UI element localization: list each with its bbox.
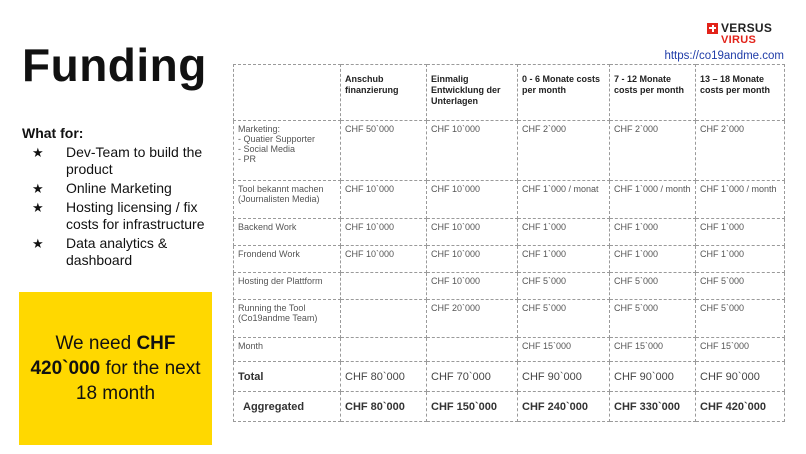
row-label: Month xyxy=(234,338,341,362)
funding-callout xyxy=(19,292,212,445)
table-row xyxy=(234,219,785,246)
table-cell: CHF 150`000 xyxy=(427,392,518,422)
row-label: Tool bekannt machen (Journalisten Media) xyxy=(234,181,341,219)
header-cell xyxy=(234,65,341,121)
swiss-cross-icon xyxy=(707,23,718,34)
row-label: Aggregated xyxy=(234,392,341,422)
table-cell: CHF 20`000 xyxy=(427,300,518,338)
what-for-heading: What for: xyxy=(22,125,84,141)
logo-bottom-text: VIRUS xyxy=(721,34,757,46)
table-cell: CHF 10`000 xyxy=(427,273,518,300)
table-cell: CHF 2`000 xyxy=(610,121,696,181)
website-link[interactable]: https://co19andme.com xyxy=(664,50,784,62)
table-cell: CHF 1`000 / monat xyxy=(518,181,610,219)
table-cell: CHF 50`000 xyxy=(341,121,427,181)
table-cell: CHF 15`000 xyxy=(518,338,610,362)
table-cell xyxy=(427,338,518,362)
table-row xyxy=(234,273,785,300)
aggregated-row xyxy=(234,392,785,422)
table-cell: CHF 10`000 xyxy=(427,246,518,273)
what-for-list xyxy=(32,144,222,271)
star-bullet-icon: ★ xyxy=(32,145,44,160)
header-cell: 13 – 18 Monate costs per month xyxy=(696,65,785,121)
table-cell: CHF 1`000 xyxy=(610,219,696,246)
page-title: Funding xyxy=(22,39,207,91)
table-row xyxy=(234,246,785,273)
marketing-label: Marketing: xyxy=(238,124,281,134)
header-cell: Anschub finanzierung xyxy=(341,65,427,121)
table-header-row xyxy=(234,65,785,121)
table-cell: CHF 90`000 xyxy=(696,362,785,392)
list-item-text: Online Marketing xyxy=(66,180,172,196)
callout-text xyxy=(19,331,212,406)
table-cell: CHF 10`000 xyxy=(427,181,518,219)
row-label: Backend Work xyxy=(234,219,341,246)
table-cell: CHF 5`000 xyxy=(610,273,696,300)
table-cell: CHF 15`000 xyxy=(610,338,696,362)
star-bullet-icon: ★ xyxy=(32,236,44,251)
table-row xyxy=(234,121,785,181)
table-cell: CHF 5`000 xyxy=(518,300,610,338)
header-cell: Einmalig Entwicklung der Unterlagen xyxy=(427,65,518,121)
table-cell: CHF 1`000 xyxy=(696,219,785,246)
table-cell: CHF 2`000 xyxy=(518,121,610,181)
table-cell: CHF 1`000 xyxy=(696,246,785,273)
table-cell: CHF 10`000 xyxy=(341,246,427,273)
star-bullet-icon: ★ xyxy=(32,181,44,196)
list-item-text: Dev-Team to build the product xyxy=(66,144,203,177)
callout-amount: CHF 420`000 xyxy=(30,333,176,379)
marketing-subitem: - PR xyxy=(238,154,256,164)
table-cell: CHF 240`000 xyxy=(518,392,610,422)
table-cell: CHF 15`000 xyxy=(696,338,785,362)
list-item-text: Hosting licensing / fix costs for infrastructure xyxy=(66,199,205,232)
table-cell: CHF 1`000 / month xyxy=(610,181,696,219)
logo-top-text: VERSUS xyxy=(721,21,773,35)
table-cell xyxy=(341,273,427,300)
table-row xyxy=(234,181,785,219)
row-label: Hosting der Plattform xyxy=(234,273,341,300)
star-bullet-icon: ★ xyxy=(32,200,44,215)
table-cell: CHF 80`000 xyxy=(341,392,427,422)
table-cell: CHF 90`000 xyxy=(518,362,610,392)
row-label xyxy=(234,121,341,181)
table-cell: CHF 1`000 xyxy=(518,219,610,246)
row-label: Frondend Work xyxy=(234,246,341,273)
logo-top xyxy=(707,21,785,35)
marketing-subitem: - Social Media xyxy=(238,144,296,154)
table-cell xyxy=(341,300,427,338)
marketing-subitems xyxy=(238,134,336,164)
table-row xyxy=(234,300,785,338)
table-cell: CHF 5`000 xyxy=(696,300,785,338)
table-cell: CHF 10`000 xyxy=(427,121,518,181)
table-cell: CHF 10`000 xyxy=(341,181,427,219)
list-item-text: Data analytics & dashboard xyxy=(66,235,168,268)
list-item xyxy=(32,144,222,178)
row-label: Running the Tool (Co19andme Team) xyxy=(234,300,341,338)
table-cell: CHF 330`000 xyxy=(610,392,696,422)
list-item xyxy=(32,180,222,197)
table-cell: CHF 10`000 xyxy=(427,219,518,246)
funding-table xyxy=(233,64,785,422)
table-cell: CHF 5`000 xyxy=(518,273,610,300)
table-cell: CHF 5`000 xyxy=(610,300,696,338)
table-cell: CHF 70`000 xyxy=(427,362,518,392)
table-cell: CHF 1`000 xyxy=(518,246,610,273)
table-cell: CHF 420`000 xyxy=(696,392,785,422)
table-cell: CHF 10`000 xyxy=(341,219,427,246)
table-cell: CHF 2`000 xyxy=(696,121,785,181)
row-label: Total xyxy=(234,362,341,392)
callout-pre: We need xyxy=(55,333,137,354)
table-cell: CHF 1`000 xyxy=(610,246,696,273)
table-cell xyxy=(341,338,427,362)
table-cell: CHF 90`000 xyxy=(610,362,696,392)
table-cell: CHF 80`000 xyxy=(341,362,427,392)
total-row xyxy=(234,362,785,392)
table-cell: CHF 1`000 / month xyxy=(696,181,785,219)
callout-post: for the next 18 month xyxy=(75,358,201,404)
header-cell: 7 - 12 Monate costs per month xyxy=(610,65,696,121)
versus-virus-logo xyxy=(707,21,785,46)
header-cell: 0 - 6 Monate costs per month xyxy=(518,65,610,121)
marketing-subitem: - Quatier Supporter xyxy=(238,134,316,144)
list-item xyxy=(32,235,222,269)
table-row xyxy=(234,338,785,362)
table-cell: CHF 5`000 xyxy=(696,273,785,300)
list-item xyxy=(32,199,222,233)
